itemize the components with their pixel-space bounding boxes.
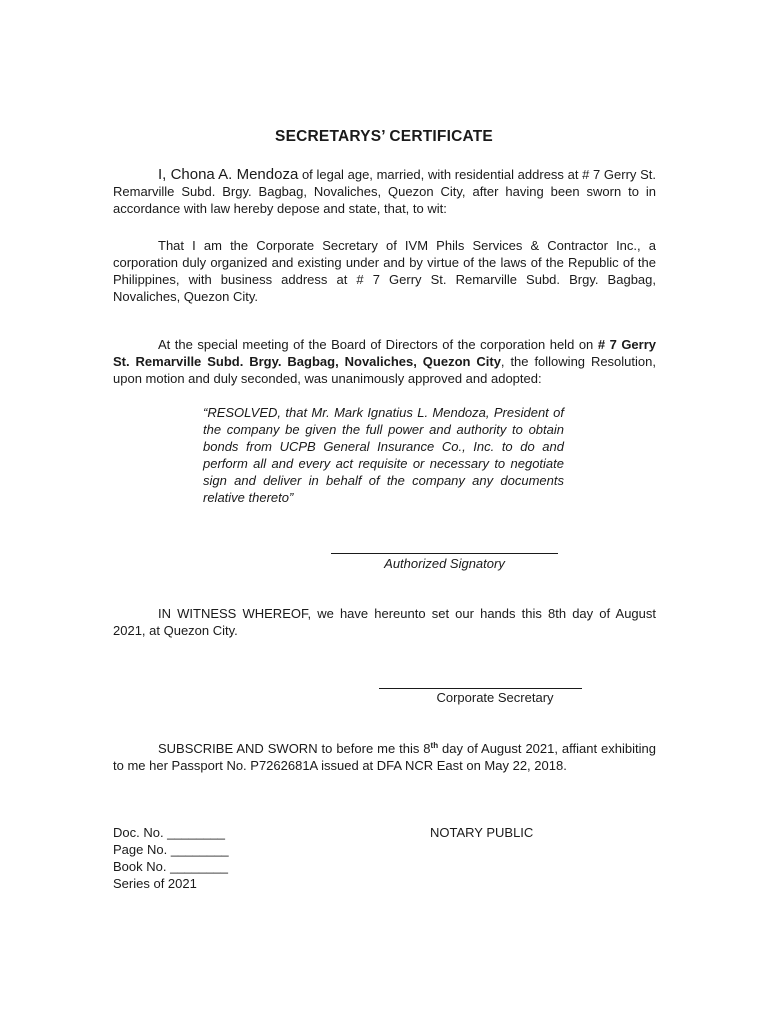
meeting-text-before: At the special meeting of the Board of Directors of the corporation held on [158, 337, 598, 352]
meeting-text-after: , the following Resolution, upon motion and duly seconded, was unanimously approved and adopted: [113, 354, 656, 386]
affiant-name: I, Chona A. Mendoza [158, 166, 299, 183]
doc-no-field: Doc. No. ________ [113, 825, 226, 840]
page-no-field: Page No. ________ [113, 842, 229, 857]
witness-text: IN WITNESS WHEREOF, we have hereunto set our hands this 8th day of August 2021, at Quezon City. [113, 606, 656, 638]
series-field: Series of 2021 [113, 876, 197, 891]
sworn-text-after: day of August 2021, affiant exhibiting to me her Passport No. P7262681A issued at DFA NCR East on May 22, 2018. [113, 741, 656, 773]
notary-public-label: NOTARY PUBLIC [430, 825, 534, 840]
signatory-signature-line [331, 553, 558, 554]
authorized-signatory-label: Authorized Signatory [384, 556, 505, 571]
document-title: SECRETARYS’ CERTIFICATE [275, 128, 493, 145]
sworn-text-before: SUBSCRIBE AND SWORN to before me this 8 [158, 741, 431, 756]
corporate-text: That I am the Corporate Secretary of IVM Phils Services & Contractor Inc., a corporation duly organized and existing under and by virtue of the laws of the Republic of the Philippines, with business address at # 7 Gerry St. Remarville Subd. Brgy. Bagbag, Novaliches, Quezon City. [113, 238, 656, 304]
corporate-secretary-label: Corporate Secretary [436, 690, 554, 705]
corporate-paragraph [113, 237, 656, 305]
meeting-paragraph [113, 336, 656, 387]
meeting-location: # 7 Gerry St. Remarville Subd. Brgy. Bagbag, Novaliches, Quezon City [113, 337, 657, 369]
resolution-quote: “RESOLVED, that Mr. Mark Ignatius L. Mendoza, President of the company be given the full power and authority to obtain bonds from UCPB General Insurance Co., Inc. to do and perform all and every act requisite or necessary to negotiate sign and deliver in behalf of the company any documents relative thereto” [203, 405, 564, 505]
sworn-paragraph [113, 740, 656, 774]
notarial-register-fields [113, 824, 229, 892]
witness-paragraph [113, 605, 656, 639]
intro-text: of legal age, married, with residential address at # 7 Gerry St. Remarville Subd. Brgy. Bagbag, Novaliches, Quezon City, after having been sworn to in accordance with law hereby depose and state, that, to wit: [113, 167, 656, 216]
sworn-ordinal-suffix: th [430, 741, 439, 750]
book-no-field: Book No. ________ [113, 859, 228, 874]
intro-paragraph [113, 166, 656, 217]
